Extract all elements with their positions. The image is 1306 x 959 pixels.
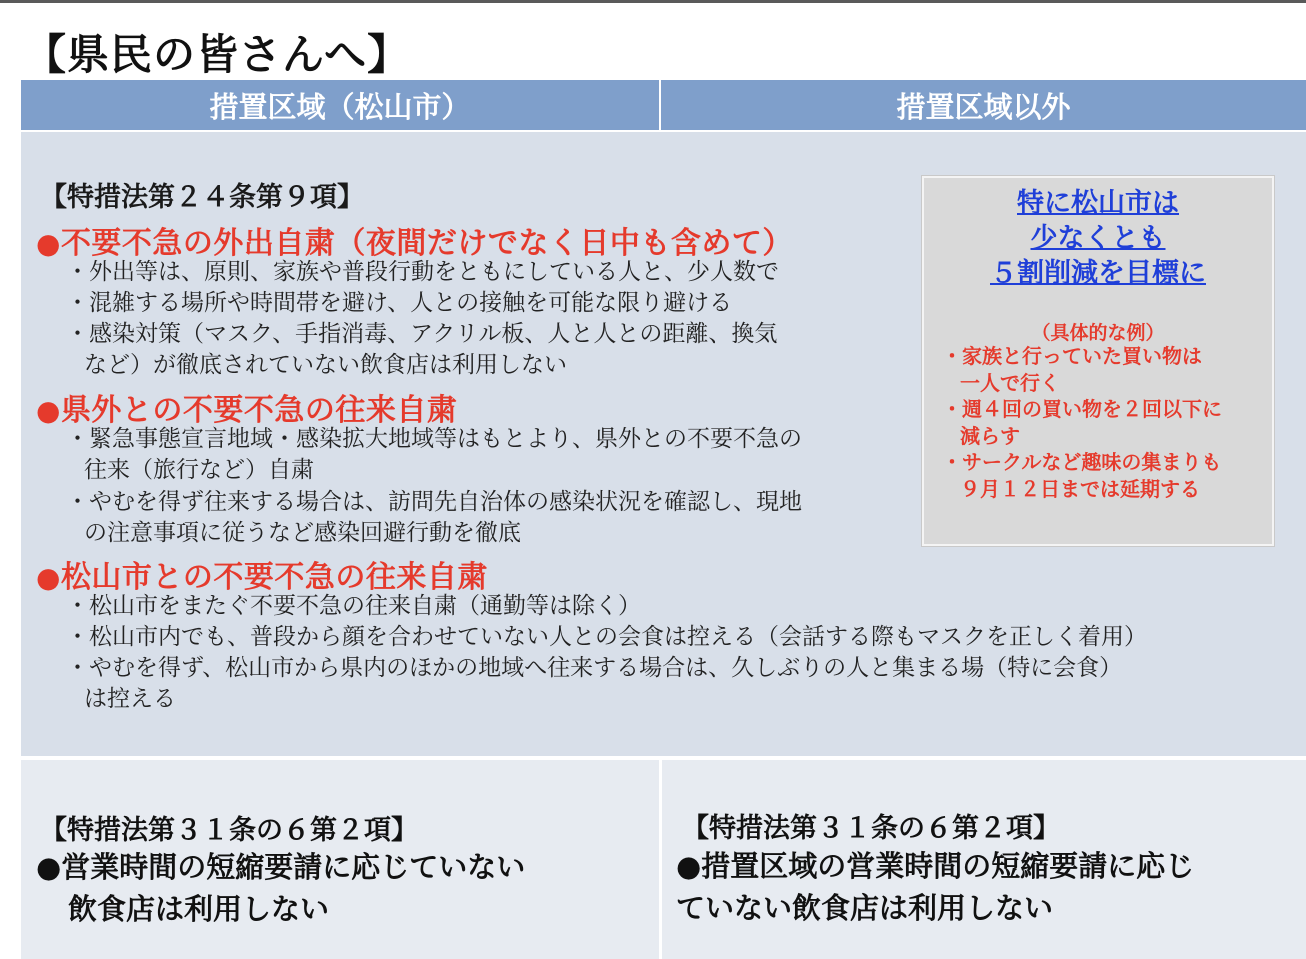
example-line: ９月１２日までは延期する (960, 477, 1200, 501)
reduction-target-callout (922, 176, 1274, 546)
law-title-31-6-left: 【特措法第３１条の６第２項】 (40, 815, 418, 846)
heading-text: 県外との不要不急の往来自粛 (60, 393, 458, 428)
heading-outing-restraint (36, 218, 793, 262)
item-line: など）が徹底されていない飲食店は利用しない (84, 352, 567, 378)
statement-line: 飲食店は利用しない (68, 892, 330, 926)
list-item (66, 622, 1147, 653)
item-line: ・外出等は、原則、家族や普段行動をともにしている人と、少人数で (66, 259, 779, 285)
header-measures-area: 措置区域（松山市） (21, 80, 659, 130)
list-item (66, 319, 777, 381)
statement-line: ●営業時間の短縮要請に応じていない (36, 850, 526, 884)
item-line: ・やむを得ず往来する場合は、訪問先自治体の感染状況を確認し、現地 (66, 489, 802, 515)
law-title-31-6-right: 【特措法第３１条の６第２項】 (682, 813, 1060, 844)
callout-heading-line: 特に松山市は (1017, 188, 1179, 219)
example-item (942, 449, 1221, 503)
example-line: 一人で行く (960, 371, 1060, 395)
list-item (66, 591, 641, 622)
law-title-24-9: 【特措法第２４条第９項】 (40, 182, 364, 213)
heading-text: 松山市との不要不急の往来自粛 (60, 560, 488, 595)
item-line: の注意事項に従うなど感染回避行動を徹底 (84, 520, 521, 546)
bullet-dot-icon: ● (36, 227, 61, 260)
list-item (66, 424, 802, 486)
item-line: ・松山市内でも、普段から顔を合わせていない人との会食は控える（会話する際もマスクを正しく着用） (66, 624, 1147, 650)
page-title: 【県民の皆さんへ】 (24, 30, 411, 79)
item-line: ・混雑する場所や時間帯を避け、人との接触を可能な限り避ける (66, 290, 733, 316)
callout-subheading: （具体的な例） (1031, 322, 1165, 344)
statement-line: ●措置区域の営業時間の短縮要請に応じ (676, 849, 1195, 883)
list-item (66, 257, 779, 288)
item-line: ・松山市をまたぐ不要不急の往来自粛（通勤等は除く） (66, 593, 641, 619)
heading-matsuyama-travel (36, 552, 488, 596)
item-line: は控える (84, 686, 176, 712)
heading-text: 不要不急の外出自粛（夜間だけでなく日中も含めて） (60, 226, 793, 261)
statement-line: ていない飲食店は利用しない (676, 891, 1054, 925)
item-line: ・やむを得ず、松山市から県内のほかの地域へ往来する場合は、久しぶりの人と集まる場（特に会食） (66, 655, 1123, 681)
list-item (66, 487, 802, 549)
item-line: ・緊急事態宣言地域・感染拡大地域等はもとより、県外との不要不急の (66, 426, 802, 452)
example-line: 減らす (960, 424, 1020, 448)
bottom-right-statement (676, 845, 1194, 929)
top-rule (0, 0, 1306, 3)
item-line: ・感染対策（マスク、手指消毒、アクリル板、人と人との距離、換気 (66, 321, 778, 347)
example-line: ・週４回の買い物を２回以下に (942, 397, 1222, 421)
example-item (942, 396, 1222, 450)
bottom-left-statement (36, 846, 525, 930)
bullet-dot-icon: ● (36, 394, 61, 427)
item-line: 往来（旅行など）自粛 (84, 457, 314, 483)
heading-prefecture-travel (36, 385, 457, 429)
callout-heading-line: ５割削減を目標に (990, 258, 1206, 289)
bullet-dot-icon: ● (36, 561, 61, 594)
example-line: ・サークルなど趣味の集まりも (942, 450, 1222, 474)
callout-heading-line: 少なくとも (1030, 223, 1166, 254)
example-line: ・家族と行っていた買い物は (942, 344, 1202, 368)
list-item (66, 653, 1122, 715)
callout-heading (924, 186, 1272, 291)
list-item (66, 288, 732, 319)
example-item (942, 343, 1202, 397)
header-outside-area: 措置区域以外 (661, 80, 1306, 130)
